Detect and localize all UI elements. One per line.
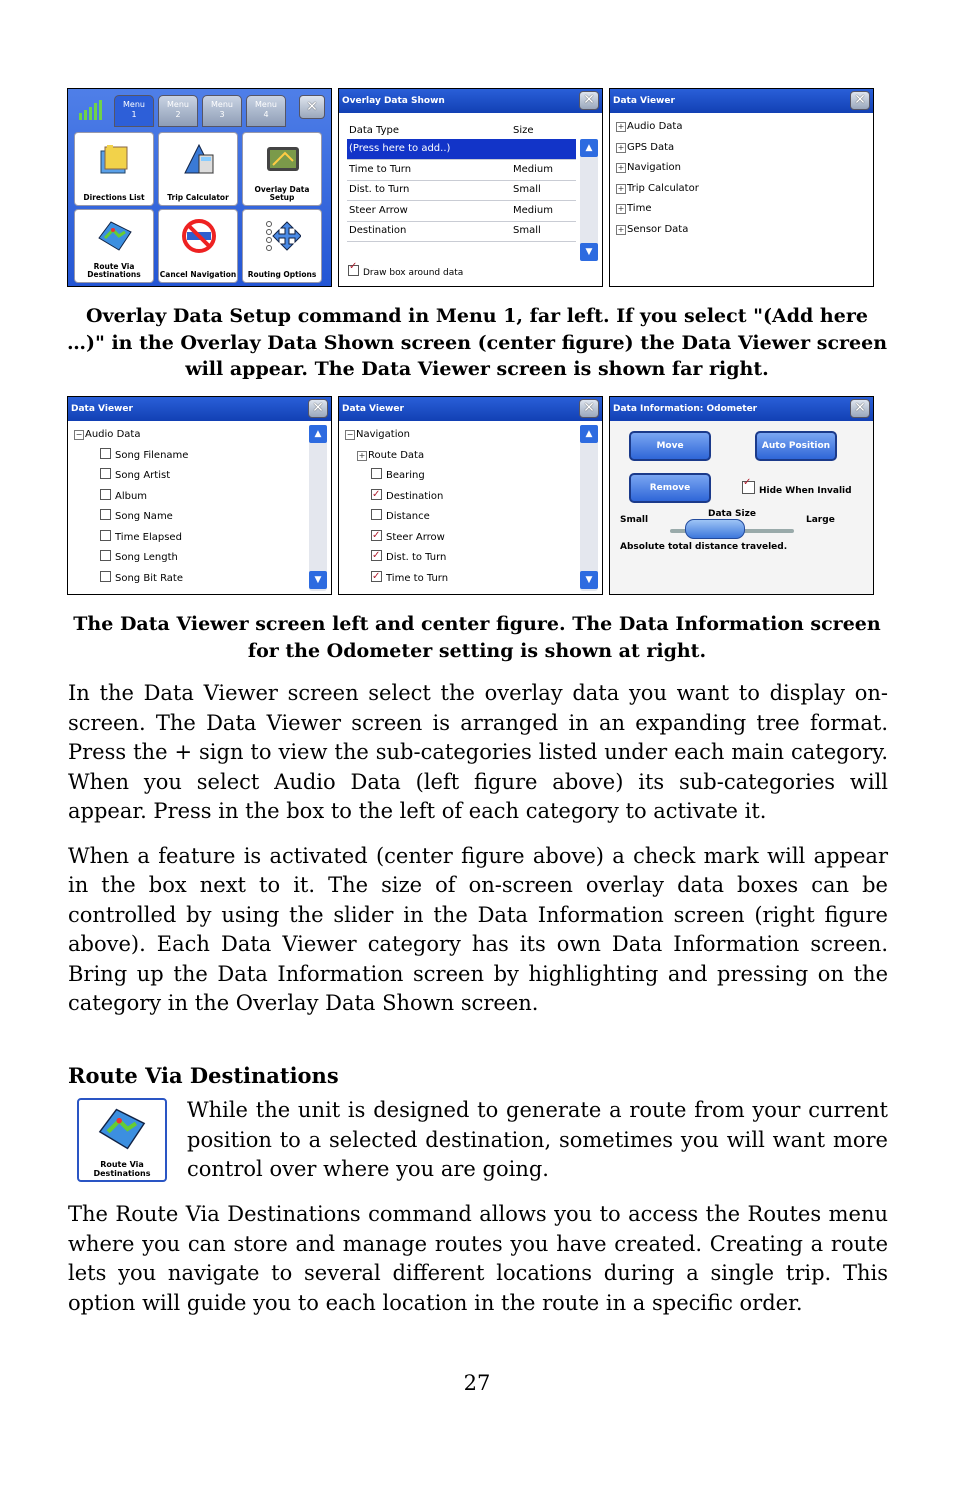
data-viewer-tree xyxy=(345,425,448,589)
overlay-data-setup-button[interactable]: Overlay Data Setup xyxy=(242,132,322,206)
row-type: Steer Arrow xyxy=(349,205,408,216)
column-header-type: Data Type xyxy=(349,125,400,136)
data-size-label: Data Size xyxy=(708,509,756,519)
data-viewer-audio-screen xyxy=(67,396,332,595)
tab-menu-3[interactable]: Menu 3 xyxy=(202,95,242,127)
scroll-up-arrow-icon[interactable]: ▲ xyxy=(580,425,598,443)
expand-icon[interactable]: + xyxy=(617,163,625,172)
expand-icon[interactable]: + xyxy=(617,183,625,193)
table-row[interactable] xyxy=(347,221,576,242)
collapse-icon[interactable]: − xyxy=(346,430,354,439)
checkbox-icon xyxy=(348,265,359,276)
checkbox-checked-icon[interactable] xyxy=(371,530,382,541)
remove-button[interactable]: Remove xyxy=(629,473,711,503)
tree-item[interactable]: Song Filename xyxy=(74,446,188,467)
checkbox-label: Draw box around data xyxy=(363,268,464,278)
title-bar xyxy=(610,89,873,113)
tab-menu-1[interactable]: Menu 1 xyxy=(114,95,154,127)
paragraph: In the Data Viewer screen select the overlay data you want to display on-screen. The Data Viewer screen is arranged in an expanding tree format. Press the + sign to view the sub-categories listed under each main category. When you select Audio Data (left figure above) its sub-categories will appear. Press in the box to the left of each category to activate it. xyxy=(68,681,888,823)
route-via-destinations-icon xyxy=(77,1098,167,1182)
checkbox-icon[interactable] xyxy=(100,571,111,582)
tree-item-parent[interactable]: − Audio Data xyxy=(75,429,141,440)
row-size: Medium xyxy=(513,205,553,216)
icon-caption: Route Via Destinations xyxy=(93,1160,151,1178)
scroll-down-arrow-icon[interactable]: ▼ xyxy=(580,571,598,589)
table-row[interactable] xyxy=(347,201,576,222)
routing-options-icon xyxy=(265,218,301,254)
expand-icon[interactable]: + xyxy=(617,204,625,213)
tree-item[interactable]: Song Bit Rate xyxy=(74,569,188,590)
checkbox-icon[interactable] xyxy=(100,489,111,500)
row-size: Small xyxy=(513,225,541,236)
collapse-icon[interactable]: − xyxy=(75,430,83,439)
expand-icon[interactable]: + xyxy=(617,224,625,234)
menu-screen xyxy=(67,88,332,287)
row-type: Time to Turn xyxy=(349,164,412,175)
expand-icon[interactable]: + xyxy=(617,122,625,131)
scrollbar[interactable] xyxy=(309,425,327,591)
title-bar xyxy=(610,397,873,421)
close-button[interactable]: ✕ xyxy=(579,399,599,418)
tree-item[interactable]: Song Name xyxy=(74,507,188,528)
tree-item[interactable]: + Trip Calculator xyxy=(617,182,699,194)
signal-icon xyxy=(78,99,104,121)
checkbox-checked-icon xyxy=(742,481,755,494)
scrollbar[interactable] xyxy=(580,425,598,591)
checkbox-icon[interactable] xyxy=(100,530,111,541)
tree-item-parent[interactable]: − Navigation xyxy=(346,429,410,440)
auto-position-button[interactable]: Auto Position xyxy=(755,431,837,461)
body-text xyxy=(68,679,888,1019)
calculator-icon xyxy=(181,141,217,177)
small-label: Small xyxy=(620,515,649,525)
row-size: Medium xyxy=(513,164,553,175)
close-button[interactable]: ✕ xyxy=(850,91,870,110)
route-map-icon xyxy=(97,218,133,254)
row-size: Small xyxy=(513,184,541,195)
paragraph: When a feature is activated (center figure above) a check mark will appear in the box next to it. The size of on-screen overlay data boxes can be controlled by using the slider in the Data Information screen (right figure above). Each Data Viewer category has its own Data Information screen. Bring up the Data Information screen by highlighting and pressing on the category in the Overlay Data Shown screen. xyxy=(68,843,888,1015)
tab-menu-4[interactable]: Menu 4 xyxy=(246,95,286,127)
figure-caption-2: The Data Viewer screen left and center figure. The Data Information screen for the Odometer setting is shown at right. xyxy=(73,613,881,662)
draw-box-checkbox[interactable] xyxy=(348,265,463,278)
window-title: Data Viewer xyxy=(342,404,404,414)
cancel-navigation-button[interactable]: Cancel Navigation xyxy=(158,209,238,283)
checkbox-icon[interactable] xyxy=(100,550,111,561)
tree-item[interactable]: Album xyxy=(74,487,188,508)
data-viewer-tree xyxy=(616,117,699,240)
tree-item-sub[interactable]: + Route Data xyxy=(358,449,425,461)
routing-options-button[interactable]: Routing Options xyxy=(242,209,322,283)
checkbox-icon[interactable] xyxy=(100,448,111,459)
expand-icon[interactable]: + xyxy=(358,450,366,460)
checkbox-icon[interactable] xyxy=(100,468,111,479)
table-row[interactable] xyxy=(347,180,576,201)
title-bar xyxy=(68,397,331,421)
trip-calculator-button[interactable]: Trip Calculator xyxy=(158,132,238,206)
scroll-down-arrow-icon[interactable]: ▼ xyxy=(580,243,598,261)
window-title: Data Viewer xyxy=(613,96,675,106)
tree-item[interactable]: + Navigation xyxy=(617,162,681,173)
overlay-data-shown-screen xyxy=(338,88,603,287)
close-button[interactable]: ✕ xyxy=(579,91,599,110)
tree-item[interactable]: + Time xyxy=(617,203,652,214)
scroll-up-arrow-icon[interactable]: ▲ xyxy=(580,139,598,157)
data-viewer-screen xyxy=(609,88,874,287)
expand-icon[interactable]: + xyxy=(617,142,625,152)
large-label: Large xyxy=(806,515,835,525)
title-bar xyxy=(339,89,602,113)
column-header-size: Size xyxy=(513,125,534,136)
title-bar xyxy=(339,397,602,421)
move-button[interactable]: Move xyxy=(629,431,711,461)
data-size-slider-handle[interactable] xyxy=(685,519,745,539)
window-title: Data Information: Odometer xyxy=(613,404,758,414)
tree-item[interactable]: + GPS Data xyxy=(617,141,675,153)
cancel-icon xyxy=(181,218,217,254)
checkbox-label: Hide When Invalid xyxy=(759,486,852,496)
directions-list-button[interactable]: Directions List xyxy=(74,132,154,206)
route-via-destinations-button[interactable]: Route Via Destinations xyxy=(74,209,154,283)
tree-item[interactable]: Distance xyxy=(345,507,448,528)
tree-item[interactable]: + Sensor Data xyxy=(617,223,689,235)
table-row-add[interactable] xyxy=(347,139,576,160)
close-button[interactable]: ✕ xyxy=(308,399,328,418)
checkbox-icon[interactable] xyxy=(371,468,382,479)
tree-item[interactable]: ✓Steer Arrow xyxy=(345,528,448,549)
data-description: Absolute total distance traveled. xyxy=(620,542,788,552)
data-viewer-navigation-screen xyxy=(338,396,603,595)
tree-item[interactable]: ✓Dist. to Turn xyxy=(345,548,448,569)
figure-caption-1: Overlay Data Setup command in Menu 1, far left. If you select "(Add here …)" in the Overlay Data Shown screen (center figure) the Data Viewer screen will appear. The Data Viewer screen is shown far right. xyxy=(66,305,888,380)
tree-item[interactable]: + Audio Data xyxy=(617,121,683,132)
tree-item[interactable]: ✓Time to Turn xyxy=(345,569,448,590)
checkbox-icon[interactable] xyxy=(371,509,382,520)
tree-item[interactable]: Time Elapsed xyxy=(74,528,188,549)
gps-device-icon xyxy=(265,141,301,177)
row-type: (Press here to add..) xyxy=(349,143,451,154)
tab-menu-2[interactable]: Menu 2 xyxy=(158,95,198,127)
scroll-down-arrow-icon[interactable]: ▼ xyxy=(309,571,327,589)
section-heading: Route Via Destinations xyxy=(68,1063,339,1088)
close-button[interactable]: ✕ xyxy=(850,399,870,418)
checkbox-icon[interactable] xyxy=(100,509,111,520)
close-button[interactable]: ✕ xyxy=(299,95,325,119)
tree-item[interactable]: Song Artist xyxy=(74,466,188,487)
checkbox-checked-icon[interactable] xyxy=(371,489,382,500)
checkbox-checked-icon[interactable] xyxy=(371,550,382,561)
checkbox-checked-icon[interactable] xyxy=(371,571,382,582)
section-intro: While the unit is designed to generate a route from your current position to a selected destination, sometimes you will want more control over where you are going. xyxy=(187,1098,888,1181)
tree-item[interactable]: Song Length xyxy=(74,548,188,569)
data-viewer-tree xyxy=(74,425,188,589)
window-title: Data Viewer xyxy=(71,404,133,414)
section-body: The Route Via Destinations command allows you to access the Routes menu where you can store and manage routes you have created. Creating a route lets you navigate to several different locations during a single trip. This option will guide you to each location in the route in a specific order. xyxy=(68,1202,888,1315)
scroll-up-arrow-icon[interactable]: ▲ xyxy=(309,425,327,443)
data-information-screen xyxy=(609,396,874,595)
window-title: Overlay Data Shown xyxy=(342,96,445,106)
row-type: Destination xyxy=(349,225,407,236)
row-type: Dist. to Turn xyxy=(349,184,410,195)
page-number: 27 xyxy=(463,1371,491,1395)
table-row[interactable] xyxy=(347,160,576,181)
tree-item[interactable]: ✓Destination xyxy=(345,487,448,508)
tree-item[interactable]: Bearing xyxy=(345,466,448,487)
hide-when-invalid-checkbox[interactable] xyxy=(742,481,852,496)
folder-icon xyxy=(97,141,133,177)
